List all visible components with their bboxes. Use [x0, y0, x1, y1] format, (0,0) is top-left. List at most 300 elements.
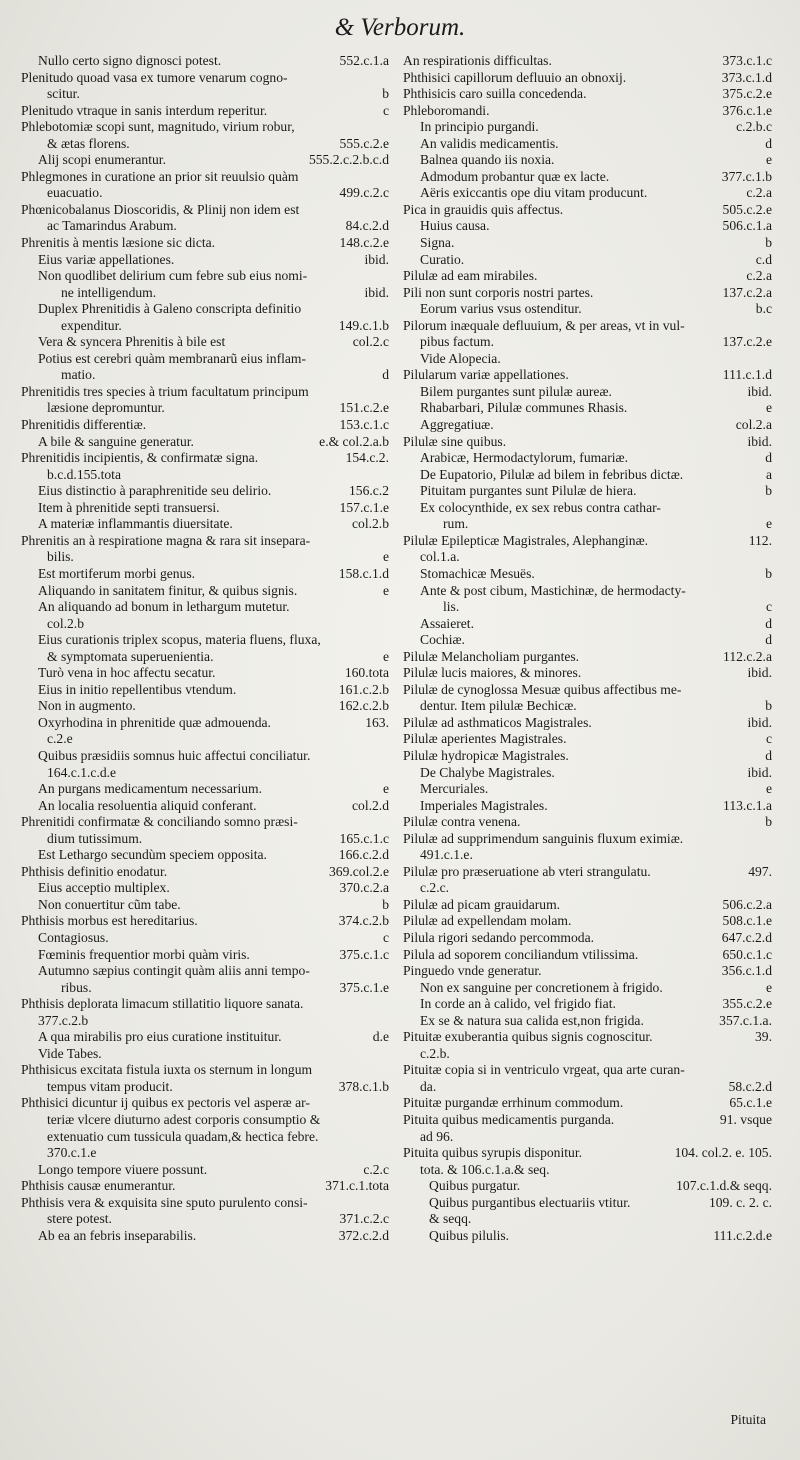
- entry-reference: ibid.: [364, 251, 389, 267]
- entry-text: Stomachicæ Mesuës.: [420, 565, 535, 581]
- entry-text: & ætas florens.: [47, 135, 130, 151]
- entry-reference: e: [765, 979, 772, 995]
- entry-reference: d: [765, 615, 772, 631]
- entry-reference: ibid.: [747, 383, 772, 399]
- index-entry: [21, 583, 389, 600]
- entry-text: In corde an à calido, vel frigido fiat.: [420, 996, 616, 1012]
- entry-text: ac Tamarindus Arabum.: [47, 218, 177, 234]
- index-entry: [403, 70, 772, 87]
- index-entry: [21, 781, 389, 798]
- entry-reference: 112.: [748, 532, 772, 548]
- index-entry: [403, 1013, 772, 1030]
- index-entry: [21, 533, 389, 550]
- entry-text: An validis medicamentis.: [420, 135, 559, 151]
- entry-reference: e: [765, 781, 772, 797]
- entry-text: Arabicæ, Hermodactylorum, fumariæ.: [420, 450, 629, 466]
- entry-text: Est mortiferum morbi genus.: [38, 565, 196, 581]
- entry-reference: 505.c.2.e: [722, 201, 772, 217]
- entry-reference: c.2.c: [363, 1161, 389, 1177]
- entry-text: Aëris exiccantis ope diu vitam producunt.: [420, 185, 648, 201]
- entry-reference: 555.c.2.e: [339, 135, 389, 151]
- entry-reference: 113.c.1.a: [723, 797, 772, 813]
- index-column-left: [21, 53, 389, 1244]
- index-entry: [403, 1228, 772, 1245]
- entry-reference: 58.c.2.d: [728, 1078, 772, 1094]
- index-entry: [403, 864, 772, 881]
- index-entry: [403, 715, 772, 732]
- entry-reference: e: [765, 516, 772, 532]
- index-entry: [403, 814, 772, 831]
- entry-text: Phrenitidis differentiæ.: [21, 417, 147, 433]
- entry-reference: ibid.: [747, 433, 772, 449]
- entry-reference: 65.c.1.e: [729, 1095, 772, 1111]
- entry-reference: b: [382, 86, 389, 102]
- index-entry: [403, 549, 772, 566]
- entry-text: Phthisis deplorata limacum stillatitio liquore sanata.: [21, 996, 304, 1012]
- entry-text: A bile & sanguine generatur.: [38, 433, 194, 449]
- entry-reference: 157.c.1.e: [339, 499, 389, 515]
- entry-text: bilis.: [47, 549, 74, 565]
- entry-text: Pilulæ ad asthmaticos Magistrales.: [403, 714, 592, 730]
- entry-text: Phlebotomiæ scopi sunt, magnitudo, virium robur,: [21, 119, 295, 135]
- index-entry: [21, 1145, 389, 1162]
- index-entry: [21, 235, 389, 252]
- entry-reference: ibid.: [747, 764, 772, 780]
- entry-text: Phrenitidis incipientis, & confirmatæ signa.: [21, 450, 259, 466]
- entry-reference: e: [382, 781, 389, 797]
- entry-text: dium tutissimum.: [47, 830, 143, 846]
- entry-text: Pilulæ de cynoglossa Mesuæ quibus affectibus me-: [403, 681, 682, 697]
- index-entry: [21, 1062, 389, 1079]
- index-entry: [403, 963, 772, 980]
- entry-text: Phthisicus excitata fistula iuxta os sternum in longum: [21, 1062, 313, 1078]
- index-entry: [403, 86, 772, 103]
- entry-reference: d: [765, 747, 772, 763]
- index-entry: [21, 136, 389, 153]
- entry-text: Phthisici capillorum defluuio an obnoxij.: [403, 69, 627, 85]
- entry-text: Phœnicobalanus Dioscoridis, & Plinij non idem est: [21, 201, 300, 217]
- entry-text: Pilularum variæ appellationes.: [403, 367, 569, 383]
- catchword: Pituita: [730, 1412, 766, 1427]
- index-entry: [21, 715, 389, 732]
- index-entry: [21, 897, 389, 914]
- entry-text: ad 96.: [420, 1128, 454, 1144]
- index-entry: [403, 185, 772, 202]
- entry-reference: 375.c.2.e: [722, 86, 772, 102]
- entry-text: Ex colocynthide, ex sex rebus contra cathar-: [420, 499, 661, 515]
- entry-reference: 374.c.2.b: [338, 913, 389, 929]
- entry-reference: b: [765, 698, 772, 714]
- entry-reference: 552.c.1.a: [339, 53, 389, 68]
- index-entry: [21, 814, 389, 831]
- index-entry: [21, 682, 389, 699]
- entry-text: Eius acceptio multiplex.: [38, 880, 170, 896]
- entry-reference: 158.c.1.d: [338, 565, 389, 581]
- entry-text: Huius causa.: [420, 218, 490, 234]
- entry-reference: 375.c.1.e: [339, 979, 389, 995]
- entry-text: Phrenitidis tres species à trium facultatum principum: [21, 383, 309, 399]
- index-entry: [403, 731, 772, 748]
- entry-text: col.2.b: [47, 615, 84, 631]
- entry-text: Quibus purgantibus electuariis vtitur.: [429, 1194, 631, 1210]
- index-entry: [21, 367, 389, 384]
- index-entry: [21, 798, 389, 815]
- index-entry: [21, 1178, 389, 1195]
- entry-text: Eius curationis triplex scopus, materia fluens, fluxa,: [38, 632, 321, 648]
- entry-text: Pituita quibus syrupis disponitur.: [403, 1145, 583, 1161]
- entry-text: Potius est cerebri quàm membranarũ eius inflam-: [38, 350, 307, 366]
- entry-reference: col.2.b: [352, 516, 389, 532]
- entry-text: Ante & post cibum, Mastichinæ, de hermodacty-: [420, 582, 686, 598]
- entry-text: Non in augmento.: [38, 698, 136, 714]
- index-entry: [21, 1029, 389, 1046]
- index-entry: [403, 483, 772, 500]
- index-entry: [403, 334, 772, 351]
- entry-reference: b.c: [755, 301, 772, 317]
- entry-text: Pilula ad soporem conciliandum vtilissima.: [403, 946, 639, 962]
- index-entry: [21, 980, 389, 997]
- entry-reference: 499.c.2.c: [339, 185, 389, 201]
- entry-text: In principio purgandi.: [420, 119, 539, 135]
- index-entry: [21, 169, 389, 186]
- index-entry: [21, 218, 389, 235]
- entry-text: rum.: [443, 516, 469, 532]
- entry-text: c.2.e: [47, 731, 73, 747]
- entry-text: Phthisicis caro suilla concedenda.: [403, 86, 587, 102]
- entry-text: c.2.c.: [420, 880, 450, 896]
- entry-text: Phlegmones in curatione an prior sit reuulsio quàm: [21, 168, 299, 184]
- entry-text: Phthisis definitio enodatur.: [21, 863, 168, 879]
- entry-reference: 107.c.1.d.& seqq.: [676, 1178, 772, 1194]
- index-entry: [21, 864, 389, 881]
- entry-text: Pilulæ Epilepticæ Magistrales, Alephanginæ.: [403, 532, 649, 548]
- entry-text: Alij scopi enumerantur.: [38, 152, 166, 168]
- index-entry: [21, 765, 389, 782]
- entry-reference: e: [382, 549, 389, 565]
- entry-text: Aggregatiuæ.: [420, 417, 494, 433]
- entry-text: Quibus pilulis.: [429, 1227, 510, 1243]
- index-entry: [403, 1046, 772, 1063]
- entry-reference: 376.c.1.e: [722, 102, 772, 118]
- entry-reference: a: [765, 466, 772, 482]
- entry-reference: 497.: [748, 863, 772, 879]
- index-entry: [21, 152, 389, 169]
- entry-reference: 112.c.2.a: [723, 648, 772, 664]
- index-entry: [21, 318, 389, 335]
- entry-text: Pilulæ ad picam grauidarum.: [403, 896, 561, 912]
- entry-text: da.: [420, 1078, 437, 1094]
- entry-reference: 156.c.2: [348, 483, 389, 499]
- entry-text: An purgans medicamentum necessarium.: [38, 781, 262, 797]
- index-entry: [21, 351, 389, 368]
- entry-reference: 506.c.1.a: [722, 218, 772, 234]
- index-entry: [403, 1145, 772, 1162]
- index-entry: [21, 996, 389, 1013]
- entry-text: Item à phrenitide septi transuersi.: [38, 499, 220, 515]
- index-entry: [21, 731, 389, 748]
- index-entry: [403, 285, 772, 302]
- index-entry: [403, 880, 772, 897]
- entry-text: Pituitæ exuberantia quibus signis cognoscitur.: [403, 1029, 653, 1045]
- index-entry: [21, 86, 389, 103]
- index-entry: [403, 1062, 772, 1079]
- index-entry: [403, 913, 772, 930]
- index-entry: [21, 334, 389, 351]
- entry-reference: e: [382, 582, 389, 598]
- index-entry: [21, 1211, 389, 1228]
- entry-text: 491.c.1.e.: [420, 847, 473, 863]
- index-entry: [403, 1195, 772, 1212]
- entry-text: Aliquando in sanitatem finitur, & quibus signis.: [38, 582, 298, 598]
- entry-text: Vera & syncera Phrenitis à bile est: [38, 334, 226, 350]
- entry-reference: 165.c.1.c: [339, 830, 389, 846]
- index-entry: [403, 384, 772, 401]
- index-entry: [21, 70, 389, 87]
- entry-text: Autumno sæpius contingit quàm aliis anni tempo-: [38, 963, 310, 979]
- entry-text: & seqq.: [429, 1211, 472, 1227]
- index-entry: [403, 367, 772, 384]
- index-entry: [403, 516, 772, 533]
- index-entry: [21, 301, 389, 318]
- entry-reference: 506.c.2.a: [722, 896, 772, 912]
- index-entry: [403, 434, 772, 451]
- entry-text: Pinguedo vnde generatur.: [403, 963, 542, 979]
- index-entry: [21, 632, 389, 649]
- entry-reference: 162.c.2.b: [338, 698, 389, 714]
- entry-text: 164.c.1.c.d.e: [47, 764, 117, 780]
- entry-reference: ibid.: [364, 284, 389, 300]
- entry-text: Turò vena in hoc affectu secatur.: [38, 665, 216, 681]
- entry-reference: 369.col.2.e: [328, 863, 389, 879]
- index-entry: [21, 616, 389, 633]
- entry-reference: 377.c.1.b: [721, 168, 772, 184]
- entry-reference: b: [765, 565, 772, 581]
- entry-reference: 371.c.1.tota: [325, 1178, 389, 1194]
- index-entry: [403, 218, 772, 235]
- entry-text: Fœminis frequentior morbi quàm viris.: [38, 946, 250, 962]
- entry-text: Duplex Phrenitidis à Galeno conscripta definitio: [38, 301, 302, 317]
- index-entry: [21, 1162, 389, 1179]
- index-entry: [403, 682, 772, 699]
- entry-text: scitur.: [47, 86, 80, 102]
- index-entry: [403, 152, 772, 169]
- entry-text: Pilulæ pro præseruatione ab vteri strangulatu.: [403, 863, 651, 879]
- entry-reference: 555.2.c.2.b.c.d: [308, 152, 389, 168]
- entry-reference: 137.c.2.e: [722, 334, 772, 350]
- entry-reference: b: [765, 235, 772, 251]
- entry-text: Quibus præsidiis somnus huic affectui conciliatur.: [38, 747, 311, 763]
- index-entry: [21, 549, 389, 566]
- entry-reference: 650.c.1.c: [722, 946, 772, 962]
- entry-reference: 111.c.1.d: [722, 367, 772, 383]
- index-entry: [21, 963, 389, 980]
- entry-text: Eius variæ appellationes.: [38, 251, 175, 267]
- entry-reference: e: [765, 152, 772, 168]
- index-entry: [403, 996, 772, 1013]
- entry-text: Phthisis morbus est hereditarius.: [21, 913, 198, 929]
- index-entry: [21, 516, 389, 533]
- entry-text: Pilula rigori sedando percommoda.: [403, 929, 595, 945]
- index-entry: [403, 169, 772, 186]
- entry-reference: e.& col.2.a.b: [319, 433, 389, 449]
- index-entry: [403, 781, 772, 798]
- entry-text: Vide Tabes.: [38, 1045, 102, 1061]
- entry-text: An localia resoluentia aliquid conferant.: [38, 797, 257, 813]
- index-entry: [21, 880, 389, 897]
- index-entry: [21, 1013, 389, 1030]
- entry-reference: col.2.a: [735, 417, 772, 433]
- index-entry: [21, 450, 389, 467]
- index-entry: [21, 649, 389, 666]
- entry-text: Quibus purgatur.: [429, 1178, 521, 1194]
- entry-text: c.2.b.: [420, 1045, 450, 1061]
- index-entry: [403, 400, 772, 417]
- entry-text: læsione depromuntur.: [47, 400, 165, 416]
- entry-text: Nullo certo signo dignosci potest.: [38, 53, 222, 68]
- entry-reference: 647.c.2.d: [721, 929, 772, 945]
- entry-text: Assaieret.: [420, 615, 474, 631]
- entry-reference: 104. col.2. e. 105.: [674, 1145, 772, 1161]
- entry-reference: c.2.a: [746, 185, 772, 201]
- index-entry: [21, 434, 389, 451]
- index-entry: [403, 616, 772, 633]
- entry-text: Ab ea an febris inseparabilis.: [38, 1227, 197, 1243]
- index-entry: [403, 1095, 772, 1112]
- index-entry: [403, 632, 772, 649]
- entry-text: pibus factum.: [420, 334, 494, 350]
- entry-text: dentur. Item pilulæ Bechicæ.: [420, 698, 577, 714]
- entry-reference: 39.: [755, 1029, 772, 1045]
- entry-reference: 356.c.1.d: [721, 963, 772, 979]
- entry-reference: ibid.: [747, 665, 772, 681]
- entry-text: Pica in grauidis quis affectus.: [403, 201, 564, 217]
- entry-text: Pilorum inæquale defluuium, & per areas, vt in vul-: [403, 317, 685, 333]
- entry-text: Contagiosus.: [38, 929, 109, 945]
- index-entry: [21, 103, 389, 120]
- index-entry: [21, 119, 389, 136]
- entry-reference: 355.c.2.e: [722, 996, 772, 1012]
- entry-reference: 153.c.1.c: [339, 417, 389, 433]
- entry-reference: b: [765, 814, 772, 830]
- entry-reference: c.2.b.c: [736, 119, 772, 135]
- entry-reference: 163.: [365, 714, 389, 730]
- entry-text: Non ex sanguine per concretionem à frigido.: [420, 979, 663, 995]
- index-entry: [21, 285, 389, 302]
- index-entry: [403, 1079, 772, 1096]
- entry-text: Eius distinctio à paraphrenitide seu delirio.: [38, 483, 272, 499]
- entry-text: lis.: [443, 599, 460, 615]
- index-entry: [403, 698, 772, 715]
- index-entry: [21, 483, 389, 500]
- entry-text: & symptomata superuenientia.: [47, 648, 214, 664]
- index-entry: [403, 53, 772, 70]
- entry-reference: c.2.a: [746, 268, 772, 284]
- entry-reference: 161.c.2.b: [338, 681, 389, 697]
- entry-reference: 154.c.2.: [345, 450, 389, 466]
- entry-text: Curatio.: [420, 251, 465, 267]
- entry-reference: 91. vsque: [719, 1112, 772, 1127]
- entry-reference: d: [765, 450, 772, 466]
- entry-reference: c: [382, 929, 389, 945]
- entry-text: Pilulæ aperientes Magistrales.: [403, 731, 567, 747]
- entry-text: Eius in initio repellentibus vtendum.: [38, 681, 237, 697]
- index-entry: [403, 235, 772, 252]
- entry-reference: 151.c.2.e: [339, 400, 389, 416]
- entry-text: Pilulæ ad expellendam molam.: [403, 913, 572, 929]
- entry-text: teriæ vlcere diuturno adest corporis consumptio &: [47, 1112, 321, 1127]
- entry-reference: d: [765, 135, 772, 151]
- index-entry: [21, 566, 389, 583]
- entry-text: Signa.: [420, 235, 455, 251]
- entry-text: 377.c.2.b: [38, 1012, 89, 1028]
- entry-text: Plenitudo quoad vasa ex tumore venarum cogno-: [21, 69, 288, 85]
- entry-text: Mercuriales.: [420, 781, 489, 797]
- entry-text: Rhabarbari, Pilulæ communes Rhasis.: [420, 400, 628, 416]
- entry-reference: 373.c.1.d: [721, 69, 772, 85]
- entry-text: stere potest.: [47, 1211, 112, 1227]
- entry-text: Pilulæ contra venena.: [403, 814, 521, 830]
- entry-text: Pilulæ hydropicæ Magistrales.: [403, 747, 569, 763]
- entry-text: Phleboromandi.: [403, 102, 490, 118]
- index-entry: [403, 1112, 772, 1129]
- entry-text: Non conuertitur cũm tabe.: [38, 896, 181, 912]
- entry-text: Pilulæ ad supprimendum sanguinis fluxum eximiæ.: [403, 830, 684, 846]
- index-entry: [403, 533, 772, 550]
- index-entry: [21, 185, 389, 202]
- entry-text: Pilulæ ad eam mirabiles.: [403, 268, 538, 284]
- index-entry: [21, 467, 389, 484]
- entry-text: Phrenitis an à respiratione magna & rara sit insepara-: [21, 532, 311, 548]
- entry-text: Phrenitidi confirmatæ & conciliando somno præsi-: [21, 814, 298, 830]
- index-entry: [403, 450, 772, 467]
- entry-reference: d: [382, 367, 389, 383]
- index-entry: [403, 202, 772, 219]
- index-entry: [403, 119, 772, 136]
- entry-text: Pituitam purgantes sunt Pilulæ de hiera.: [420, 483, 637, 499]
- entry-reference: e: [765, 400, 772, 416]
- entry-text: Est Lethargo secundùm speciem opposita.: [38, 847, 267, 863]
- index-entry: [403, 1029, 772, 1046]
- entry-reference: c.d: [755, 251, 772, 267]
- index-entry: [21, 1079, 389, 1096]
- index-entry: [21, 252, 389, 269]
- index-entry: [21, 202, 389, 219]
- index-entry: [21, 417, 389, 434]
- entry-text: Plenitudo vtraque in sanis interdum reperitur.: [21, 102, 268, 118]
- index-entry: [403, 318, 772, 335]
- entry-reference: 111.c.2.d.e: [713, 1227, 772, 1243]
- index-entry: [403, 301, 772, 318]
- entry-reference: b: [765, 483, 772, 499]
- entry-reference: 378.c.1.b: [338, 1078, 389, 1094]
- entry-reference: 375.c.1.c: [339, 946, 389, 962]
- entry-text: ribus.: [61, 979, 92, 995]
- index-entry: [403, 765, 772, 782]
- index-entry: [403, 649, 772, 666]
- entry-reference: d.e: [372, 1029, 389, 1045]
- index-entry: [21, 831, 389, 848]
- index-entry: [403, 748, 772, 765]
- index-entry: [21, 748, 389, 765]
- entry-text: tota. & 106.c.1.a.& seq.: [420, 1161, 550, 1177]
- index-entry: [403, 798, 772, 815]
- entry-reference: 372.c.2.d: [338, 1227, 389, 1243]
- entry-reference: 137.c.2.a: [722, 284, 772, 300]
- entry-reference: col.2.c: [352, 334, 389, 350]
- entry-text: De Eupatorio, Pilulæ ad bilem in febribus dictæ.: [420, 466, 684, 482]
- index-entry: [21, 268, 389, 285]
- index-entry: [403, 467, 772, 484]
